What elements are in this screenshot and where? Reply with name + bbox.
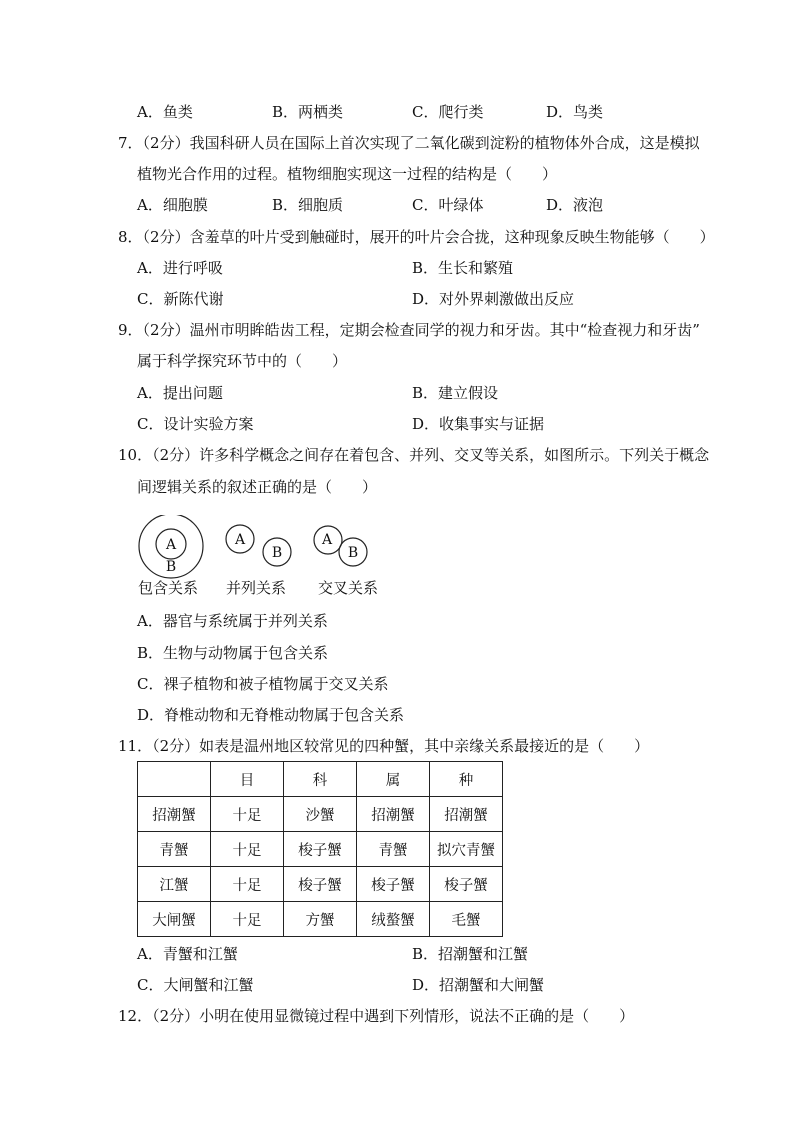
q8-option-c[interactable]: C．新陈代谢: [137, 290, 224, 308]
q9-option-d[interactable]: D．收集事实与证据: [412, 415, 545, 433]
cross-label-a: A: [321, 532, 333, 548]
q10-option-c[interactable]: C．裸子植物和被子植物属于交叉关系: [137, 675, 389, 693]
table-cell: 十足: [211, 832, 284, 867]
contain-label-b: B: [165, 559, 177, 575]
table-header-row: [138, 762, 503, 797]
cross-label-b: B: [347, 545, 359, 561]
q9-option-c[interactable]: C．设计实验方案: [137, 415, 254, 433]
q10-option-a[interactable]: A．器官与系统属于并列关系: [137, 612, 328, 630]
table-cell: 大闸蟹: [138, 902, 211, 937]
table-row: [138, 902, 503, 937]
table-cell: 梭子蟹: [284, 867, 357, 902]
table-cell: 招潮蟹: [430, 797, 503, 832]
q10-stem-line2: 间逻辑关系的叙述正确的是（ ）: [137, 478, 378, 496]
q11-stem-line1: 11．（2分）如表是温州地区较常见的四种蟹，其中亲缘关系最接近的是（ ）: [118, 737, 650, 755]
table-row: [138, 867, 503, 902]
caption-parallel: 并列关系: [226, 579, 287, 597]
table-header-cell: 科: [284, 762, 357, 797]
table-cell: 梭子蟹: [430, 867, 503, 902]
table-cell: 绒螯蟹: [357, 902, 430, 937]
caption-cross: 交叉关系: [318, 579, 379, 597]
q12-stem-line1: 12．（2分）小明在使用显微镜过程中遇到下列情形，说法不正确的是（ ）: [118, 1007, 635, 1025]
q11-option-a[interactable]: A．青蟹和江蟹: [137, 945, 238, 963]
table-cell: 招潮蟹: [138, 797, 211, 832]
parallel-label-a: A: [234, 532, 246, 548]
table-cell: 拟穴青蟹: [430, 832, 503, 867]
table-cell: 青蟹: [138, 832, 211, 867]
q7-option-b[interactable]: B．细胞质: [272, 196, 344, 214]
q7-option-a[interactable]: A．细胞膜: [137, 196, 208, 214]
q7-option-d[interactable]: D．液泡: [546, 196, 604, 214]
q8-option-d[interactable]: D．对外界刺激做出反应: [412, 290, 575, 308]
table-cell: 梭子蟹: [284, 832, 357, 867]
q9-option-a[interactable]: A．提出问题: [137, 384, 223, 402]
table-cell: 十足: [211, 902, 284, 937]
table-cell: 沙蟹: [284, 797, 357, 832]
caption-contain: 包含关系: [138, 579, 199, 597]
table-header-cell: [138, 762, 211, 797]
q6-option-d[interactable]: D．鸟类: [546, 103, 604, 121]
table-cell: 方蟹: [284, 902, 357, 937]
q8-option-b[interactable]: B．生长和繁殖: [412, 259, 514, 277]
crab-classification-table: [137, 761, 503, 937]
q6-option-a[interactable]: A．鱼类: [137, 103, 193, 121]
table-cell: 十足: [211, 867, 284, 902]
q7-stem-line1: 7．（2分）我国科研人员在国际上首次实现了二氧化碳到淀粉的植物体外合成，这是模拟: [118, 134, 700, 152]
table-header-cell: 种: [430, 762, 503, 797]
q11-option-c[interactable]: C．大闸蟹和江蟹: [137, 976, 254, 994]
table-header-cell: 属: [357, 762, 430, 797]
q6-option-b[interactable]: B．两栖类: [272, 103, 344, 121]
contain-label-a: A: [165, 537, 177, 553]
table-cell: 江蟹: [138, 867, 211, 902]
q7-option-c[interactable]: C．叶绿体: [412, 196, 484, 214]
table-cell: 梭子蟹: [357, 867, 430, 902]
table-cell: 青蟹: [357, 832, 430, 867]
q7-stem-line2: 植物光合作用的过程。植物细胞实现这一过程的结构是（ ）: [137, 165, 558, 183]
q9-option-b[interactable]: B．建立假设: [412, 384, 499, 402]
table-row: [138, 832, 503, 867]
q10-option-b[interactable]: B．生物与动物属于包含关系: [137, 644, 329, 662]
q6-option-c[interactable]: C．爬行类: [412, 103, 484, 121]
q11-option-d[interactable]: D．招潮蟹和大闸蟹: [412, 976, 545, 994]
table-cell: 毛蟹: [430, 902, 503, 937]
table-row: [138, 797, 503, 832]
table-cell: 招潮蟹: [357, 797, 430, 832]
table-header-cell: 目: [211, 762, 284, 797]
table-cell: 十足: [211, 797, 284, 832]
q9-stem-line1: 9．（2分）温州市明眸皓齿工程，定期会检查同学的视力和牙齿。其中“检查视力和牙齿”: [118, 321, 700, 339]
q8-stem-line1: 8．（2分）含羞草的叶片受到触碰时，展开的叶片会合拢，这种现象反映生物能够（ ）: [118, 228, 715, 246]
q10-option-d[interactable]: D．脊椎动物和无脊椎动物属于包含关系: [137, 706, 405, 724]
q11-option-b[interactable]: B．招潮蟹和江蟹: [412, 945, 529, 963]
q10-stem-line1: 10．（2分）许多科学概念之间存在着包含、并列、交叉等关系，如图所示。下列关于概念: [118, 446, 710, 464]
parallel-label-b: B: [271, 545, 283, 561]
q8-option-a[interactable]: A．进行呼吸: [137, 259, 223, 277]
q9-stem-line2: 属于科学探究环节中的（ ）: [137, 352, 348, 370]
